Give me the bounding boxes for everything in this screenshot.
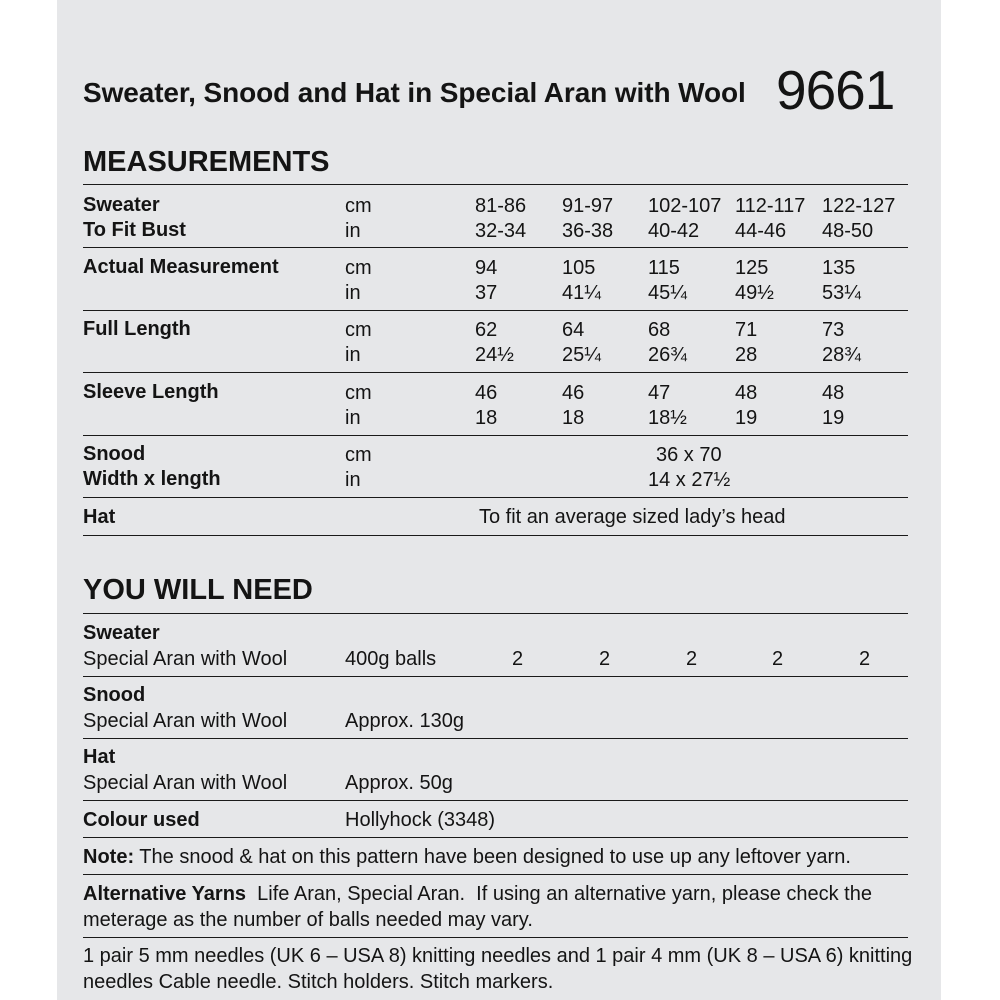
value-cm: 94: [475, 257, 498, 279]
hat-need-label: Hat: [83, 746, 116, 768]
value-cm: 112-117: [735, 195, 806, 217]
sweater-balls: 2: [599, 648, 611, 670]
value-in: 18½: [648, 407, 687, 429]
unit-cm: cm: [345, 195, 372, 217]
value-cm: 135: [822, 257, 856, 279]
value-in: 40-42: [648, 220, 700, 242]
snood-yarn: Special Aran with Wool: [83, 710, 288, 732]
value-cm: 81-86: [475, 195, 527, 217]
value-cm: 71: [735, 319, 758, 341]
alternative-yarns-label: Alternative Yarns: [83, 883, 247, 905]
value-cm: 122-127: [822, 195, 896, 217]
divider: [83, 247, 908, 248]
sweater-label: Sweater: [83, 622, 160, 644]
row-label: Sleeve Length: [83, 381, 219, 403]
note-body: The snood & hat on this pattern have been designed to use up any leftover yarn.: [134, 846, 851, 868]
value-in: 26¾: [648, 344, 687, 366]
sweater-balls: 2: [772, 648, 784, 670]
alternative-yarns-body: Life Aran, Special Aran. If using an alternative yarn, please check the meterage as the number of balls needed may vary.: [83, 883, 878, 931]
snood-unit-cm: cm: [345, 444, 372, 466]
divider: [83, 535, 908, 536]
value-in: 19: [735, 407, 758, 429]
value-in: 18: [562, 407, 585, 429]
divider: [83, 800, 908, 801]
value-in: 49½: [735, 282, 774, 304]
value-cm: 125: [735, 257, 769, 279]
colour-value: Hollyhock (3348): [345, 809, 496, 831]
value-in: 28¾: [822, 344, 861, 366]
snood-unit-in: in: [345, 469, 361, 491]
value-cm: 102-107: [648, 195, 722, 217]
row-label: Actual Measurement: [83, 256, 279, 278]
value-cm: 91-97: [562, 195, 614, 217]
divider: [83, 372, 908, 373]
hat-amount: Approx. 50g: [345, 772, 453, 794]
value-in: 53¼: [822, 282, 861, 304]
divider: [83, 676, 908, 677]
snood-size-cm: 36 x 70: [656, 444, 722, 466]
value-in: 19: [822, 407, 845, 429]
value-in: 45¼: [648, 282, 687, 304]
snood-size-in: 14 x 27½: [648, 469, 731, 491]
divider: [83, 310, 908, 311]
value-cm: 62: [475, 319, 498, 341]
hat-size: To fit an average sized lady’s head: [479, 506, 786, 528]
unit-in: in: [345, 282, 361, 304]
measurements-heading: MEASUREMENTS: [83, 146, 330, 178]
row-label: Full Length: [83, 318, 191, 340]
value-cm: 48: [822, 382, 845, 404]
value-in: 36-38: [562, 220, 614, 242]
value-cm: 105: [562, 257, 596, 279]
value-cm: 115: [648, 257, 680, 279]
note-text: [83, 844, 913, 870]
sweater-balls: 2: [512, 648, 524, 670]
unit-in: in: [345, 407, 361, 429]
divider: [83, 184, 908, 185]
value-cm: 46: [475, 382, 498, 404]
sweater-balls: 2: [859, 648, 871, 670]
title-text: Sweater, Snood and Hat in Special Aran with Wool: [83, 77, 746, 108]
snood-sublabel: Width x length: [83, 468, 221, 490]
note-label: Note:: [83, 846, 135, 868]
value-cm: 68: [648, 319, 671, 341]
needles-text: 1 pair 5 mm needles (UK 6 – USA 8) knitting needles and 1 pair 4 mm (UK 8 – USA 6) knitting needles Cable needle. Stitch holders. Stitch markers.: [83, 945, 913, 993]
row-sublabel: To Fit Bust: [83, 219, 186, 241]
divider: [83, 738, 908, 739]
divider: [83, 837, 908, 838]
pattern-title: [83, 58, 913, 121]
divider: [83, 937, 908, 938]
hat-yarn: Special Aran with Wool: [83, 772, 288, 794]
value-cm: 73: [822, 319, 845, 341]
value-in: 25¼: [562, 344, 601, 366]
value-cm: 48: [735, 382, 758, 404]
value-cm: 46: [562, 382, 585, 404]
unit-in: in: [345, 344, 361, 366]
divider: [83, 613, 908, 614]
value-in: 18: [475, 407, 498, 429]
divider: [83, 435, 908, 436]
sweater-balls: 2: [686, 648, 698, 670]
value-in: 41¼: [562, 282, 601, 304]
colour-label: Colour used: [83, 809, 200, 831]
unit-cm: cm: [345, 382, 372, 404]
value-in: 24½: [475, 344, 514, 366]
row-label: Sweater: [83, 194, 160, 216]
divider: [83, 497, 908, 498]
hat-label: Hat: [83, 506, 116, 528]
value-cm: 47: [648, 382, 671, 404]
divider: [83, 874, 908, 875]
pattern-number: 9661: [776, 59, 895, 121]
unit-cm: cm: [345, 257, 372, 279]
value-in: 37: [475, 282, 498, 304]
value-in: 48-50: [822, 220, 874, 242]
snood-amount: Approx. 130g: [345, 710, 464, 732]
unit-in: in: [345, 220, 361, 242]
sweater-yarn: Special Aran with Wool: [83, 648, 288, 670]
unit-cm: cm: [345, 319, 372, 341]
sweater-unit: 400g balls: [345, 648, 437, 670]
value-in: 28: [735, 344, 758, 366]
value-in: 32-34: [475, 220, 527, 242]
value-cm: 64: [562, 319, 585, 341]
snood-need-label: Snood: [83, 684, 146, 706]
alternative-yarns-text: [83, 881, 913, 933]
snood-label: Snood: [83, 443, 146, 465]
value-in: 44-46: [735, 220, 787, 242]
you-will-need-heading: YOU WILL NEED: [83, 574, 313, 606]
